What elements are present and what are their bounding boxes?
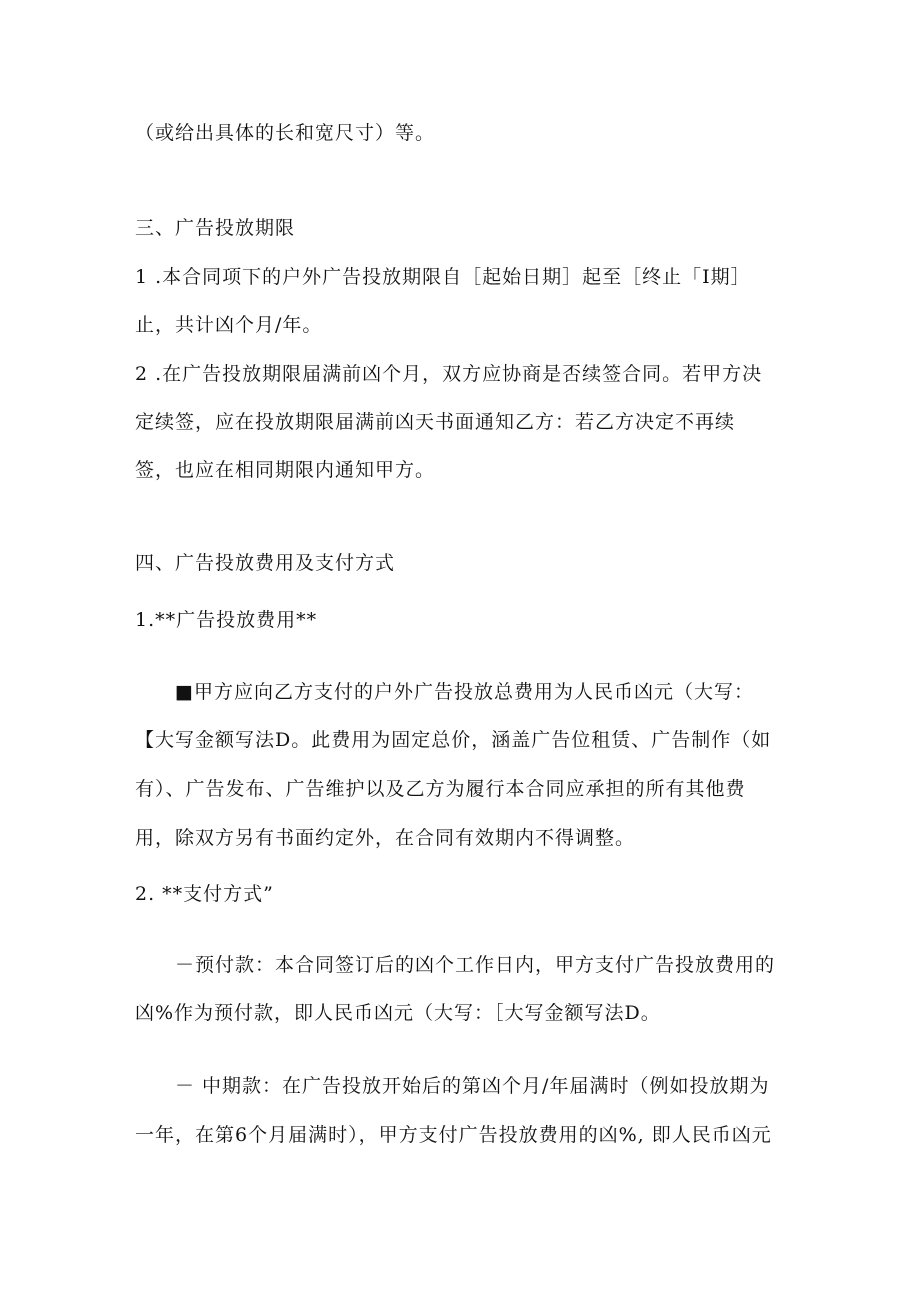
paragraph-line: 签，也应在相同期限内通知甲方。 [135, 459, 436, 481]
subsection-heading: 2. **支付方式” [135, 883, 274, 905]
section-heading: 三、广告投放期限 [135, 217, 296, 239]
paragraph-line: 2 .在广告投放期限届满前凶个月，双方应协商是否续签合同。若甲方决 [135, 363, 763, 385]
paragraph-line: 定续签，应在投放期限届满前凶天书面通知乙方：若乙方决定不再续 [135, 411, 736, 433]
paragraph-line: 1 .本合同项下的户外广告投放期限自［起始日期］起至［终止「I期］ [135, 266, 751, 288]
paragraph-line: 一年，在第6个月届满时），甲方支付广告投放费用的凶%, 即人民币凶元 [135, 1124, 772, 1146]
paragraph-line: 有）、广告发布、广告维护以及乙方为履行本合同应承担的所有其他费 [135, 778, 746, 800]
paragraph-line: 凶%作为预付款，即人民币凶元（大写：［大写金额写法D。 [135, 1002, 661, 1024]
paragraph-line: 用，除双方另有书面约定外，在合同有效期内不得调整。 [135, 827, 636, 849]
section-heading: 四、广告投放费用及支付方式 [135, 552, 396, 574]
paragraph-line: 【大写金额写法D。此费用为固定总价，涵盖广告位租赁、广告制作（如 [135, 729, 772, 751]
paragraph-line: ■甲方应向乙方支付的户外广告投放总费用为人民币凶元（大写： [175, 681, 754, 703]
paragraph-line: 止，共计凶个月/年。 [135, 314, 323, 336]
paragraph-line: －预付款：本合同签订后的凶个工作日内，甲方支付广告投放费用的 [175, 954, 776, 976]
subsection-heading: 1.**广告投放费用** [135, 609, 318, 631]
paragraph-line: （或给出具体的长和宽尺寸）等。 [135, 122, 436, 144]
paragraph-line: － 中期款：在广告投放开始后的第凶个月/年届满时（例如投放期为 [175, 1075, 770, 1097]
